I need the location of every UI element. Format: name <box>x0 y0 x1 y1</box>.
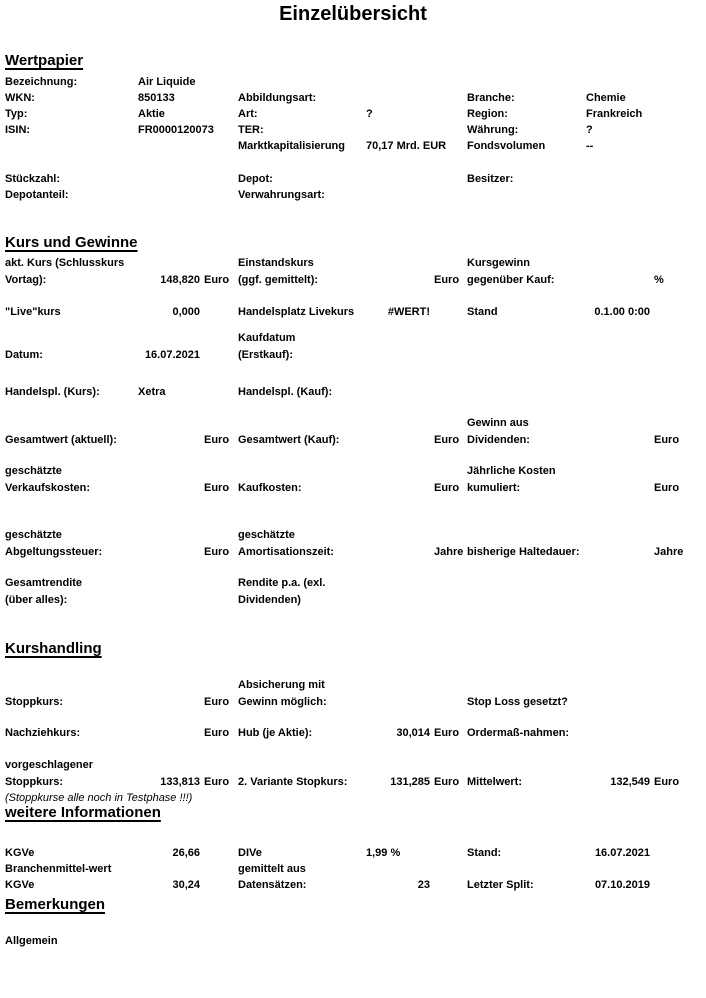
mittelwert-value: 132,549 <box>610 776 650 788</box>
verkaufskosten-label-line2: Verkaufskosten: <box>5 482 90 494</box>
region-label: Region: <box>467 108 508 120</box>
region-value: Frankreich <box>586 108 643 120</box>
depotanteil-label: Depotanteil: <box>5 189 69 201</box>
depot-label: Depot: <box>238 173 273 185</box>
mittelwert-label: Mittelwert: <box>467 776 522 788</box>
rendite-pa-label-line1: Rendite p.a. (exl. <box>238 577 326 589</box>
stand-label: Stand <box>467 306 498 318</box>
datum-value: 16.07.2021 <box>144 349 200 361</box>
waehrung-value: ? <box>586 124 593 136</box>
bezeichnung-label: Bezeichnung: <box>5 76 78 88</box>
stoploss-label: Stop Loss gesetzt? <box>467 696 568 708</box>
amortisationszeit-unit: Jahre <box>434 546 464 558</box>
abbildungsart-label: Abbildungsart: <box>238 92 317 104</box>
vorgeschlagener-stoppkurs-value: 133,813 <box>160 776 200 788</box>
gesamtwert-aktuell-label: Gesamtwert (aktuell): <box>5 434 117 446</box>
letzter-split-value: 07.10.2019 <box>594 879 650 891</box>
akt-kurs-unit: Euro <box>204 274 230 286</box>
kaufdatum-label-line2: (Erstkauf): <box>238 349 294 361</box>
branche-value: Chemie <box>586 92 626 104</box>
vorgeschlagener-stoppkurs-label-line1: vorgeschlagener <box>5 759 94 771</box>
gewinn-dividenden-unit: Euro <box>654 434 680 446</box>
wkn-label: WKN: <box>5 92 35 104</box>
kursgewinn-label-line1: Kursgewinn <box>467 257 530 269</box>
amortisationszeit-label-line2: Amortisationszeit: <box>238 546 334 558</box>
kursgewinn-label-line2: gegenüber Kauf: <box>467 274 555 286</box>
gesamtwert-aktuell-unit: Euro <box>204 434 230 446</box>
einstandskurs-label-line2: (ggf. gemittelt): <box>238 274 319 286</box>
testphase-note: (Stoppkurse alle noch in Testphase !!!) <box>5 792 193 804</box>
branchenmittel-value: 30,24 <box>172 879 200 891</box>
nachziehkurs-unit: Euro <box>204 727 230 739</box>
nachziehkurs-label: Nachziehkurs: <box>5 727 81 739</box>
gesamtrendite-label-line2: (über alles): <box>5 594 68 606</box>
typ-label: Typ: <box>5 108 28 120</box>
gesamtwert-kauf-label: Gesamtwert (Kauf): <box>238 434 340 446</box>
datum-label: Datum: <box>5 349 43 361</box>
jaehrliche-kosten-label-line2: kumuliert: <box>467 482 521 494</box>
branchenmittel-label-line2: KGVe <box>5 879 35 891</box>
verkaufskosten-label-line1: geschätzte <box>5 465 62 477</box>
gemittelt-value: 23 <box>417 879 430 891</box>
section-heading-bemerkungen: Bemerkungen <box>5 896 106 913</box>
handelsplatz-livekurs-label: Handelsplatz Livekurs <box>238 306 355 318</box>
fondsvolumen-label: Fondsvolumen <box>467 140 546 152</box>
haltedauer-label: bisherige Haltedauer: <box>467 546 580 558</box>
gemittelt-label-line2: Datensätzen: <box>238 879 307 891</box>
vorgeschlagener-stoppkurs-label-line2: Stoppkurs: <box>5 776 64 788</box>
abgeltungssteuer-label-line1: geschätzte <box>5 529 62 541</box>
vorgeschlagener-stoppkurs-unit: Euro <box>204 776 230 788</box>
bezeichnung-value: Air Liquide <box>138 76 196 88</box>
jaehrliche-kosten-label-line1: Jährliche Kosten <box>467 465 556 477</box>
typ-value: Aktie <box>138 108 165 120</box>
allgemein-label: Allgemein <box>5 935 58 947</box>
handelsplatz-livekurs-value: #WERT! <box>387 306 430 318</box>
ordermassnahmen-label: Ordermaß-nahmen: <box>467 727 570 739</box>
amortisationszeit-label-line1: geschätzte <box>238 529 295 541</box>
variante2-stopkurs-value: 131,285 <box>390 776 430 788</box>
section-heading-weitere-informationen: weitere Informationen <box>5 804 161 821</box>
akt-kurs-label-line1: akt. Kurs (Schlusskurs <box>5 257 125 269</box>
livekurs-label: "Live"kurs <box>5 306 61 318</box>
kgve-value: 26,66 <box>172 847 200 859</box>
handelspl-kauf-label: Handelspl. (Kauf): <box>238 386 333 398</box>
livekurs-value: 0,000 <box>172 306 200 318</box>
handelspl-kurs-value: Xetra <box>138 386 166 398</box>
einstandskurs-label-line1: Einstandskurs <box>238 257 314 269</box>
stoppkurs-unit: Euro <box>204 696 230 708</box>
ter-label: TER: <box>238 124 264 136</box>
hub-unit: Euro <box>434 727 460 739</box>
handelspl-kurs-label: Handelspl. (Kurs): <box>5 386 100 398</box>
kaufdatum-label-line1: Kaufdatum <box>238 332 296 344</box>
wkn-value: 850133 <box>138 92 175 104</box>
gesamtwert-kauf-unit: Euro <box>434 434 460 446</box>
hub-value: 30,014 <box>396 727 430 739</box>
letzter-split-label: Letzter Split: <box>467 879 534 891</box>
rendite-pa-label-line2: Dividenden) <box>238 594 301 606</box>
stueckzahl-label: Stückzahl: <box>5 173 61 185</box>
gemittelt-label-line1: gemittelt aus <box>238 863 306 875</box>
variante2-stopkurs-label: 2. Variante Stopkurs: <box>238 776 348 788</box>
section-heading-kurshandling: Kurshandling <box>5 640 102 657</box>
kursgewinn-unit: % <box>654 274 664 286</box>
besitzer-label: Besitzer: <box>467 173 514 185</box>
section-heading-wertpapier: Wertpapier <box>5 52 84 69</box>
weitere-stand-value: 16.07.2021 <box>594 847 650 859</box>
marktkapitalisierung-label: Marktkapitalisierung <box>238 140 345 152</box>
section-heading-kurs-und-gewinne: Kurs und Gewinne <box>5 234 138 251</box>
kaufkosten-unit: Euro <box>434 482 460 494</box>
kaufkosten-label: Kaufkosten: <box>238 482 302 494</box>
dive-value: 1,99 % <box>366 847 401 859</box>
page-title: Einzelübersicht <box>279 3 427 25</box>
hub-label: Hub (je Aktie): <box>238 727 313 739</box>
verkaufskosten-unit: Euro <box>204 482 230 494</box>
jaehrliche-kosten-unit: Euro <box>654 482 680 494</box>
abgeltungssteuer-label-line2: Abgeltungssteuer: <box>5 546 103 558</box>
waehrung-label: Währung: <box>467 124 519 136</box>
variante2-stopkurs-unit: Euro <box>434 776 460 788</box>
gewinn-dividenden-label-line1: Gewinn aus <box>467 417 529 429</box>
stoppkurs-label: Stoppkurs: <box>5 696 64 708</box>
dive-label: DIVe <box>238 847 262 859</box>
weitere-stand-label: Stand: <box>467 847 502 859</box>
isin-value: FR0000120073 <box>138 124 214 136</box>
art-label: Art: <box>238 108 258 120</box>
absicherung-label-line1: Absicherung mit <box>238 679 325 691</box>
branchenmittel-label-line1: Branchenmittel-wert <box>5 863 112 875</box>
einstandskurs-unit: Euro <box>434 274 460 286</box>
isin-label: ISIN: <box>5 124 31 136</box>
abgeltungssteuer-unit: Euro <box>204 546 230 558</box>
marktkapitalisierung-value: 70,17 Mrd. EUR <box>366 140 447 152</box>
verwahrungsart-label: Verwahrungsart: <box>238 189 325 201</box>
fondsvolumen-value: -- <box>586 140 594 152</box>
haltedauer-unit: Jahre <box>654 546 684 558</box>
akt-kurs-label-line2: Vortag): <box>5 274 47 286</box>
kgve-label: KGVe <box>5 847 35 859</box>
stand-value: 0.1.00 0:00 <box>594 306 650 318</box>
art-value: ? <box>366 108 373 120</box>
absicherung-label-line2: Gewinn möglich: <box>238 696 327 708</box>
branche-label: Branche: <box>467 92 515 104</box>
gesamtrendite-label-line1: Gesamtrendite <box>5 577 83 589</box>
akt-kurs-value: 148,820 <box>160 274 200 286</box>
mittelwert-unit: Euro <box>654 776 680 788</box>
gewinn-dividenden-label-line2: Dividenden: <box>467 434 530 446</box>
